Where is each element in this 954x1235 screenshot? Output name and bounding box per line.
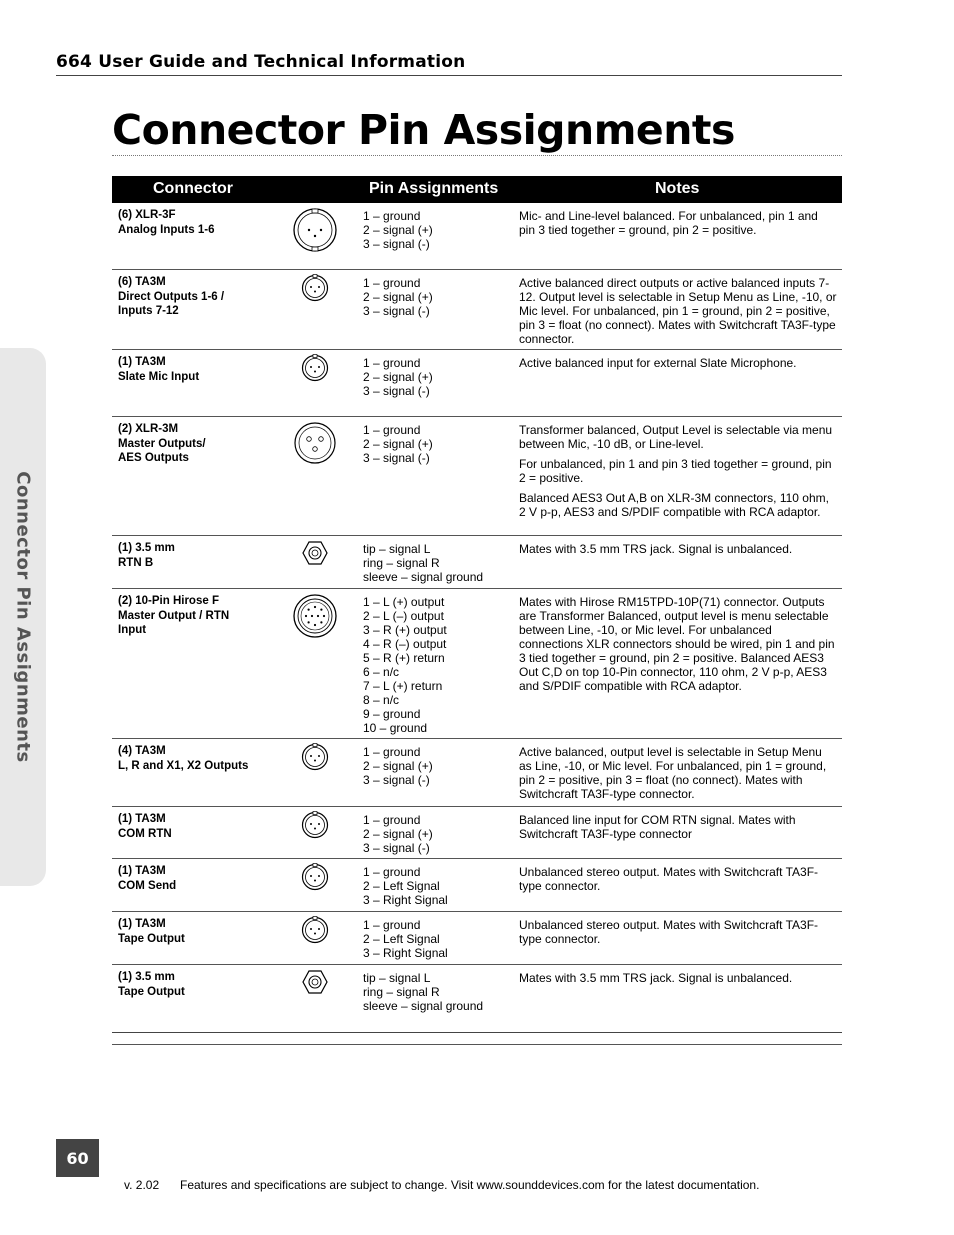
- ta3m-connector-icon: [290, 863, 340, 891]
- pin-assignment: 1 – L (+) output: [363, 595, 445, 609]
- note-paragraph: Mates with 3.5 mm TRS jack. Signal is unbalanced.: [519, 542, 793, 556]
- connector-name-line: Input: [118, 624, 147, 636]
- pin-assignment: 3 – Right Signal: [363, 893, 448, 907]
- pin-assignment: sleeve – signal ground: [363, 570, 484, 584]
- column-header-connector: Connector: [153, 180, 233, 197]
- connector-name-line: (1) TA3M: [118, 865, 166, 877]
- connector-notes: [519, 813, 837, 847]
- pin-list: [363, 276, 513, 318]
- note-paragraph: Mates with Hirose RM15TPD-10P(71) connector. Outputs are Transformer Balanced, output level is menu selectable between Line, -10, or Mic level. For unbalanced connections XLR connectors should be wired, pin 1 and pin 3 tied together = ground, pin 2 = positive. Balanced AES3 Out C,D on top 10-Pin connector, 110 ohm, 2 V p-p, AES3 and S/PDIF compatible with RCA adaptor.: [519, 595, 835, 693]
- connector-name-line: Master Output / RTN: [118, 609, 230, 622]
- xlr-3f-connector-icon: [290, 207, 340, 253]
- note-paragraph: For unbalanced, pin 1 and pin 3 tied together = ground, pin 2 = positive.: [519, 457, 832, 485]
- pin-assignment: 1 – ground: [363, 276, 421, 290]
- footer-note: [124, 1178, 759, 1192]
- connector-name: [118, 812, 268, 841]
- connector-name-line: (2) 10-Pin Hirose F: [118, 595, 219, 607]
- table-row: [112, 270, 842, 350]
- pin-assignment: 3 – signal (-): [363, 304, 430, 318]
- connector-name-line: L, R and X1, X2 Outputs: [118, 759, 249, 772]
- page-number: 60: [56, 1139, 99, 1177]
- connector-name-line: RTN B: [118, 556, 154, 569]
- table-row: [112, 350, 842, 417]
- connector-name-line: Direct Outputs 1-6 /: [118, 290, 225, 303]
- connector-name: [118, 864, 268, 893]
- pin-assignment: 10 – ground: [363, 721, 428, 735]
- pin-assignment: 1 – ground: [363, 865, 421, 879]
- table-row: [112, 417, 842, 536]
- page-title: Connector Pin Assignments: [112, 106, 735, 154]
- pin-assignment: 1 – ground: [363, 423, 421, 437]
- pin-assignment: 2 – signal (+): [363, 827, 433, 841]
- pin-assignment: 3 – signal (-): [363, 384, 430, 398]
- pin-assignment: 4 – R (–) output: [363, 637, 447, 651]
- pin-assignment-table: [112, 176, 842, 1045]
- connector-name-line: (1) TA3M: [118, 356, 166, 368]
- pin-list: [363, 209, 513, 251]
- table-row: [112, 965, 842, 1045]
- pin-assignment: 8 – n/c: [363, 693, 400, 707]
- note-paragraph: Balanced line input for COM RTN signal. Mates with Switchcraft TA3F-type connector: [519, 813, 796, 841]
- footer-disclaimer: Features and specifications are subject to change. Visit www.sounddevices.com for the latest documentation.: [180, 1178, 760, 1192]
- connector-name: [118, 275, 268, 319]
- table-row: [112, 536, 842, 589]
- connector-name: [118, 208, 268, 237]
- connector-name: [118, 594, 268, 638]
- pin-assignment: 2 – Left Signal: [363, 879, 440, 893]
- pin-assignment: 1 – ground: [363, 209, 421, 223]
- title-divider: [112, 155, 842, 156]
- connector-name-line: Master Outputs/: [118, 437, 206, 450]
- pin-assignment: 2 – Left Signal: [363, 932, 440, 946]
- connector-name-line: Slate Mic Input: [118, 370, 200, 383]
- pin-list: [363, 423, 513, 465]
- pin-assignment: 1 – ground: [363, 918, 421, 932]
- pin-assignment: 9 – ground: [363, 707, 421, 721]
- 3-5mm-jack-icon: [290, 969, 340, 995]
- 3-5mm-jack-icon: [290, 540, 340, 566]
- ta3m-connector-icon: [290, 916, 340, 944]
- pin-assignment: 2 – signal (+): [363, 290, 433, 304]
- pin-assignment: 2 – signal (+): [363, 223, 433, 237]
- note-paragraph: Mates with 3.5 mm TRS jack. Signal is unbalanced.: [519, 971, 793, 985]
- column-header-pin-assignments: Pin Assignments: [369, 180, 499, 197]
- connector-name: [118, 541, 268, 570]
- xlr-3m-connector-icon: [290, 421, 340, 465]
- pin-assignment: 2 – L (–) output: [363, 609, 444, 623]
- connector-name-line: Tape Output: [118, 932, 185, 945]
- pin-assignment: 2 – signal (+): [363, 437, 433, 451]
- pin-assignment: 1 – ground: [363, 813, 421, 827]
- pin-assignment: 3 – R (+) output: [363, 623, 447, 637]
- pin-list: [363, 745, 513, 787]
- table-row: [112, 859, 842, 912]
- connector-notes: [519, 595, 837, 699]
- header-divider: [56, 75, 842, 76]
- note-paragraph: Active balanced, output level is selectable in Setup Menu as Line, -10, or Mic level. For unbalanced, pin 1 = ground, pin 2 = positive, pin 3 = float (no connect). Mates with Switchcraft TA3F-type connector.: [519, 745, 827, 801]
- table-body: [112, 203, 842, 1045]
- connector-name-line: COM Send: [118, 879, 177, 892]
- table-row: [112, 912, 842, 965]
- hirose-10pin-connector-icon: [290, 593, 340, 639]
- connector-notes: [519, 918, 837, 952]
- pin-list: [363, 865, 513, 907]
- connector-name-line: (6) TA3M: [118, 276, 166, 288]
- table-header: [112, 176, 842, 203]
- ta3m-connector-icon: [290, 743, 340, 771]
- pin-assignment: 7 – L (+) return: [363, 679, 443, 693]
- pin-list: [363, 918, 513, 960]
- table-row: [112, 807, 842, 859]
- connector-name-line: Inputs 7-12: [118, 305, 179, 317]
- connector-name: [118, 970, 268, 999]
- connector-notes: [519, 745, 837, 807]
- pin-list: [363, 595, 513, 735]
- connector-name-line: AES Outputs: [118, 452, 189, 464]
- table-row: [112, 589, 842, 739]
- table-row: [112, 203, 842, 270]
- note-paragraph: Active balanced direct outputs or active balanced inputs 7-12. Output level is selectable in Setup Menu as Line, -10, or Mic level. For unbalanced, pin 1 = ground, pin 2 = positive, pin 3 = float (no connect). Mates with Switchcraft TA3F-type connector.: [519, 276, 837, 346]
- pin-assignment: 2 – signal (+): [363, 759, 433, 773]
- connector-notes: [519, 209, 837, 243]
- pin-assignment: 3 – signal (-): [363, 773, 430, 787]
- table-row: [112, 739, 842, 807]
- connector-name-line: (1) 3.5 mm: [118, 542, 175, 554]
- note-paragraph: Balanced AES3 Out A,B on XLR-3M connectors, 110 ohm, 2 V p-p, AES3 and S/PDIF compatible with RCA adaptor.: [519, 491, 829, 519]
- connector-notes: [519, 542, 837, 562]
- note-paragraph: Unbalanced stereo output. Mates with Switchcraft TA3F-type connector.: [519, 865, 819, 893]
- side-section-tab-label: Connector Pin Assignments: [12, 471, 34, 763]
- pin-assignment: 3 – signal (-): [363, 841, 430, 855]
- connector-notes: [519, 276, 837, 352]
- connector-name-line: Tape Output: [118, 985, 185, 998]
- pin-assignment: 1 – ground: [363, 745, 421, 759]
- note-paragraph: Active balanced input for external Slate Microphone.: [519, 356, 797, 370]
- version-label: v. 2.02: [124, 1178, 160, 1192]
- pin-assignment: 3 – signal (-): [363, 451, 430, 465]
- pin-assignment: sleeve – signal ground: [363, 999, 484, 1013]
- note-paragraph: Mic- and Line-level balanced. For unbalanced, pin 1 and pin 3 tied together = ground, pin 2 = positive.: [519, 209, 818, 237]
- connector-name-line: (2) XLR-3M: [118, 423, 179, 435]
- column-header-notes: Notes: [655, 180, 700, 197]
- pin-assignment: ring – signal R: [363, 556, 440, 570]
- pin-list: [363, 542, 513, 584]
- header-title: 664 User Guide and Technical Information: [56, 52, 466, 72]
- connector-name: [118, 422, 268, 466]
- pin-assignment: 3 – Right Signal: [363, 946, 448, 960]
- connector-name: [118, 355, 268, 384]
- note-paragraph: Transformer balanced, Output Level is selectable via menu between Mic, -10 dB, or Line-level.: [519, 423, 833, 451]
- pin-assignment: ring – signal R: [363, 985, 440, 999]
- pin-assignment: 3 – signal (-): [363, 237, 430, 251]
- ta3m-connector-icon: [290, 354, 340, 382]
- table-bottom-rule: [112, 1032, 842, 1033]
- connector-name-line: COM RTN: [118, 827, 172, 840]
- pin-assignment: tip – signal L: [363, 542, 431, 556]
- connector-name: [118, 744, 268, 773]
- connector-name: [118, 917, 268, 946]
- connector-name-line: (1) TA3M: [118, 813, 166, 825]
- pin-assignment: 6 – n/c: [363, 665, 400, 679]
- connector-notes: [519, 423, 837, 525]
- pin-list: [363, 813, 513, 855]
- connector-notes: [519, 865, 837, 899]
- pin-assignment: 2 – signal (+): [363, 370, 433, 384]
- connector-name-line: Analog Inputs 1-6: [118, 223, 215, 236]
- pin-assignment: 1 – ground: [363, 356, 421, 370]
- connector-name-line: (4) TA3M: [118, 745, 166, 757]
- connector-name-line: (1) 3.5 mm: [118, 971, 175, 983]
- connector-notes: [519, 971, 837, 991]
- ta3m-connector-icon: [290, 811, 340, 839]
- note-paragraph: Unbalanced stereo output. Mates with Switchcraft TA3F-type connector.: [519, 918, 819, 946]
- connector-notes: [519, 356, 837, 376]
- connector-name-line: (6) XLR-3F: [118, 209, 176, 221]
- pin-assignment: 5 – R (+) return: [363, 651, 445, 665]
- pin-list: [363, 356, 513, 398]
- connector-name-line: (1) TA3M: [118, 918, 166, 930]
- pin-assignment: tip – signal L: [363, 971, 431, 985]
- pin-list: [363, 971, 513, 1013]
- ta3m-connector-icon: [290, 274, 340, 302]
